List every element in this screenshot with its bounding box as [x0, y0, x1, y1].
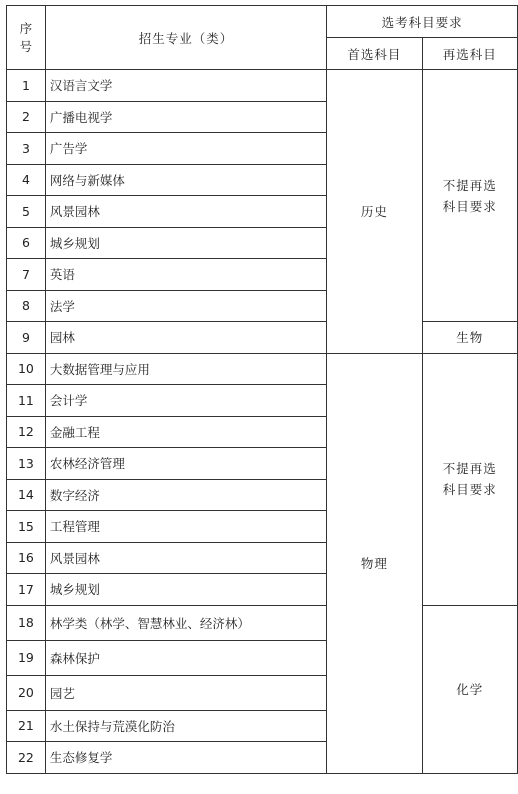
table-row [7, 353, 518, 385]
row-major: 水土保持与荒漠化防治 [45, 710, 326, 742]
row-major: 金融工程 [45, 416, 326, 448]
row-number: 15 [7, 511, 46, 543]
row-major: 工程管理 [45, 511, 326, 543]
row-number: 9 [7, 322, 46, 354]
row-number: 5 [7, 196, 46, 228]
re-subject-biology: 生物 [422, 322, 517, 354]
header-serial-number [7, 6, 46, 70]
row-major: 林学类（林学、智慧林业、经济林） [45, 605, 326, 640]
header-first-subject: 首选科目 [327, 38, 422, 70]
row-number: 19 [7, 640, 46, 675]
row-major: 农林经济管理 [45, 448, 326, 480]
row-major: 广告学 [45, 133, 326, 165]
row-major: 汉语言文学 [45, 70, 326, 102]
row-major: 城乡规划 [45, 227, 326, 259]
row-number: 21 [7, 710, 46, 742]
row-number: 3 [7, 133, 46, 165]
header-row-1 [7, 6, 518, 38]
row-number: 8 [7, 290, 46, 322]
row-number: 22 [7, 742, 46, 774]
row-major: 城乡规划 [45, 574, 326, 606]
row-major: 园林 [45, 322, 326, 354]
row-major: 广播电视学 [45, 101, 326, 133]
row-number: 7 [7, 259, 46, 291]
re-subject-none-2 [422, 353, 517, 605]
row-number: 10 [7, 353, 46, 385]
row-number: 20 [7, 675, 46, 710]
row-major: 会计学 [45, 385, 326, 417]
row-major: 英语 [45, 259, 326, 291]
table-row [7, 70, 518, 102]
re-subject-none-1 [422, 70, 517, 322]
re-subject-chemistry: 化学 [422, 605, 517, 773]
re-subject-none-2-line-2: 科目要求 [442, 482, 497, 497]
row-number: 2 [7, 101, 46, 133]
header-re-subject: 再选科目 [422, 38, 517, 70]
row-major: 生态修复学 [45, 742, 326, 774]
first-subject-history: 历史 [327, 70, 422, 354]
row-number: 14 [7, 479, 46, 511]
row-major: 数字经济 [45, 479, 326, 511]
row-number: 16 [7, 542, 46, 574]
table-row [7, 322, 518, 354]
row-number: 17 [7, 574, 46, 606]
table-wrapper [6, 5, 518, 774]
re-subject-none-1-line-2: 科目要求 [442, 198, 497, 214]
header-serial-line-1: 序 [19, 20, 33, 36]
row-number: 11 [7, 385, 46, 417]
row-major: 大数据管理与应用 [45, 353, 326, 385]
row-major: 森林保护 [45, 640, 326, 675]
table-row [7, 605, 518, 640]
re-subject-none-1-line-1: 不提再选 [442, 177, 497, 193]
row-number: 13 [7, 448, 46, 480]
row-major: 法学 [45, 290, 326, 322]
row-major: 园艺 [45, 675, 326, 710]
re-subject-none-2-line-1: 不提再选 [442, 461, 497, 476]
row-major: 风景园林 [45, 196, 326, 228]
header-subject-requirement: 选考科目要求 [327, 6, 518, 38]
header-serial-line-2: 号 [19, 38, 33, 54]
row-major: 网络与新媒体 [45, 164, 326, 196]
row-major: 风景园林 [45, 542, 326, 574]
row-number: 1 [7, 70, 46, 102]
row-number: 4 [7, 164, 46, 196]
admission-subject-requirements-table [6, 5, 518, 774]
first-subject-physics: 物理 [327, 353, 422, 773]
row-number: 6 [7, 227, 46, 259]
header-major: 招生专业（类） [45, 6, 326, 70]
row-number: 18 [7, 605, 46, 640]
row-number: 12 [7, 416, 46, 448]
